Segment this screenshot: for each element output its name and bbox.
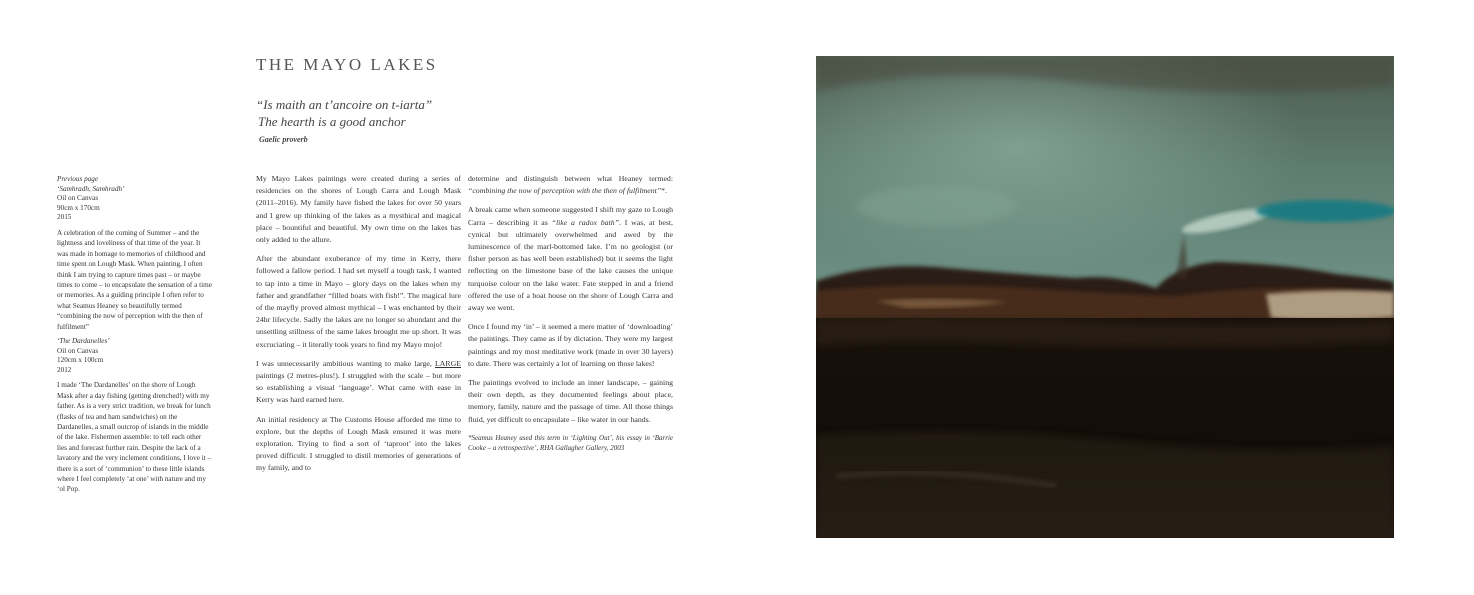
paragraph: Once I found my ‘in’ – it seemed a mere matter of ‘downloading’ the paintings. They came as if by dictation. They were my largest paintings and my most meditative work (made in over 30 layers) to date. There was certainly a lot of learning on those lakes!: [468, 322, 673, 368]
caption-item-samhradh: [57, 175, 213, 223]
epigraph: [256, 96, 432, 144]
caption-text: A celebration of the coming of Summer – and the lightness and loveliness of that time of the year. It was made in homage to memories of childhood and time spent on Lough Mask. When painting, I often think I am trying to capture times past – or maybe times to come – to encapsulate the sensation of a time or memories. As a guiding principle I often refer to what Seamus Heaney so beautifully termed “combining the now of perception with the then of fulfilment”: [57, 228, 212, 331]
page-title: THE MAYO LAKES: [256, 55, 438, 74]
body-column-2: [468, 173, 673, 460]
caption-year: 2015: [57, 213, 72, 222]
paragraph: An initial residency at The Customs House afforded me time to explore, but the depths of Lough Mask ensured it was mere exploration. Trying to find a sort of ‘taproot’ into the lakes proved difficult. I struggled to distil memories of generations of my family, and to: [256, 414, 461, 473]
landscape-painting: [816, 56, 1394, 538]
paragraph: determine and distinguish between what Heaney termed: “combining the now of perception with the then of fulfilment”*.: [468, 174, 673, 196]
paragraph: I was unnecessarily ambitious wanting to make large, LARGE paintings (2 metres-plus!). I struggled with the scale – but more so establishing a visual ‘language’. What came with ease in Kerry was hard earned here.: [256, 358, 461, 405]
caption-medium: Oil on Canvas: [57, 194, 99, 203]
caption-year: 2012: [57, 365, 72, 374]
epigraph-attribution: Gaelic proverb: [259, 135, 308, 144]
epigraph-translation: The hearth is a good anchor: [258, 114, 406, 129]
paragraph: My Mayo Lakes paintings were created during a series of residencies on the shores of Lough Carra and Lough Mask (2011–2016). My family have fished the lakes for over 50 years and I grew up thinking of the lakes as a mysthical and magical place – bountiful and beautiful. My own time on the lakes has only added to the allure.: [256, 174, 461, 245]
caption-text: I made ‘The Dardanelles’ on the shore of Lough Mask after a day fishing (getting drenched!) with my father. As is a very strict tradition, we break for lunch (flasks of tea and ham sandwiches) on the Dardanelles, a small outcrop of islands in the middle of the lake. Fishermen assemble: to tell each other lies and forecast further rain. Despite the lack of a lavatory and the very inclement conditions, I love it – there is a sort of ‘communion’ to these little islands where I feel completely ‘at one’ with nature and my ‘ol Pop.: [57, 381, 212, 494]
caption-size: 120cm x 100cm: [57, 356, 104, 365]
quote: “combining the now of perception with the then of fulfilment”: [468, 186, 662, 196]
underlined-word: LARGE: [435, 358, 461, 368]
paragraph: A break came when someone suggested I shift my gaze to Lough Carra – describing it as “like a radox bath”. I was, at best, cynical but ultimately overwhelmed and awed by the luminescence of the marl-bottomed lake. I’m no geologist (or fisher person as has well been established) but it seems the light reflecting on the limestone base of the lake causes the unique turquoise colour on the lake water. Fate stepped in and a friend offered the use of a boat house on the shore of Lough Carra and away we went.: [468, 205, 674, 313]
caption-column: [57, 175, 213, 500]
epigraph-quote: “Is maith an t’ancoire on t-iarta”: [256, 97, 433, 112]
paragraph: After the abundant exuberance of my time in Kerry, there followed a fallow period. I had set myself a tough task, I wanted to tap into a time in Mayo – glory days on the lakes when my father and grandfather “filled boats with fish!”. The magical lure of the mayfly proved almost mythical – I was enchanted by their 24hr lifecycle. Sadly the lakes are no longer so abundant and the unsettling stillness of the same lakes brought me up short. It was excruciating – it literally took years to find my Mayo mojo!: [256, 254, 461, 349]
caption-title: ‘Samhradh, Samhradh’: [57, 184, 125, 193]
caption-title: ‘The Dardanelles’: [57, 337, 110, 346]
caption-label: Previous page: [57, 175, 99, 183]
painting-image: [816, 56, 1394, 538]
paragraph: The paintings evolved to include an inner landscape, – gaining their own depth, as they documented feelings about place, memory, family, nature and the passage of time. All those things fluid, yet difficult to encapsulate – like water in our hands.: [468, 378, 673, 424]
body-column-1: [256, 173, 461, 482]
quote: “like a radox bath”: [551, 217, 619, 227]
caption-size: 90cm x 170cm: [57, 203, 100, 212]
footnote: *Seamus Heaney used this term in ‘Lighting Out’, his essay in ‘Barrie Cooke – a retrospective’, RHA Gallagher Gallery, 2003: [468, 433, 673, 452]
caption-item-dardanelles: [57, 337, 213, 375]
caption-medium: Oil on Canvas: [57, 346, 99, 355]
